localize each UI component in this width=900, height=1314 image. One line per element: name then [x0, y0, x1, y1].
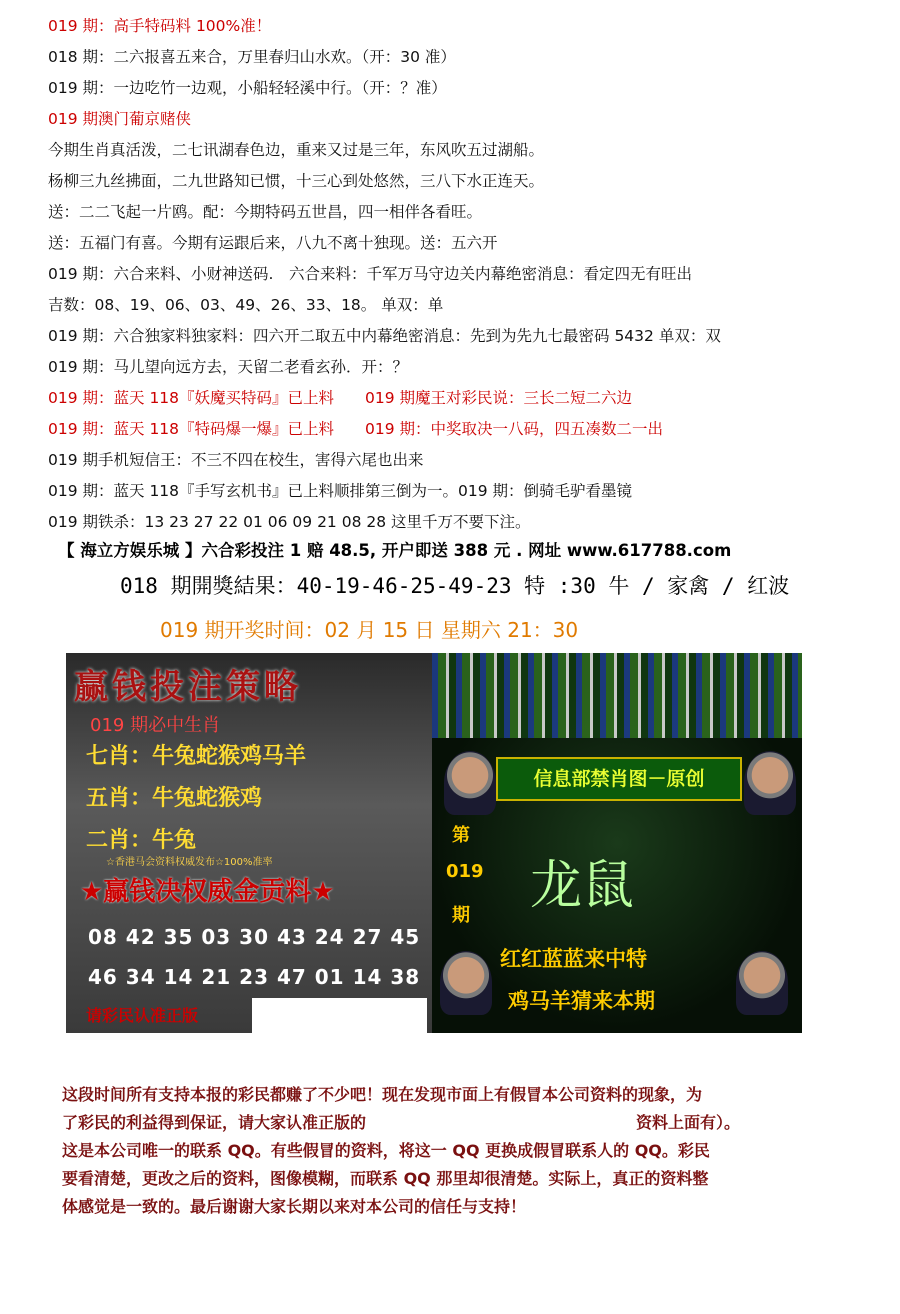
- line-7: 送：二二飞起一片鸥。配：今期特码五世昌，四一相伴各看旺。: [48, 203, 483, 221]
- ordinal-number: 019: [446, 861, 484, 882]
- flower-border: [432, 653, 802, 738]
- line-3: 019 期：一边吃竹一边观，小船轻轻溪中行。（开：？准）: [48, 79, 447, 97]
- zodiac-seven: 七肖：牛兔蛇猴鸡马羊: [86, 744, 307, 769]
- notice-line-2: [62, 1110, 740, 1133]
- line-10: 吉数：08、19、06、03、49、26、33、18。 单双：单: [48, 296, 444, 314]
- notice-line-4: 要看清楚，更改之后的资料，图像模糊，而联系 QQ 那里却很清楚。实际上，真正的资料整: [62, 1169, 709, 1188]
- zodiac-five: 五肖：牛兔蛇猴鸡: [86, 786, 263, 811]
- line-12: 019 期：马儿望向远方去，天留二老看玄孙．开：？: [48, 358, 409, 376]
- line-1: 019 期：高手特码料 100%准！: [48, 17, 272, 35]
- casino-banner: 【 海立方娱乐城 】六合彩投注 1 赔 48.5, 开户即送 388 元 . 网址 www.617788.com: [58, 541, 732, 560]
- line-15: 019 期手机短信王：不三不四在校生，害得六尾也出来: [48, 451, 424, 469]
- right-panel-main: 龙鼠: [530, 856, 635, 916]
- line-4: 019 期澳门葡京赌侠: [48, 110, 192, 128]
- draw-time: 019 期开奖时间：02 月 15 日 星期六 21：30: [160, 618, 579, 642]
- line-2: 018 期：二六报喜五来合，万里春归山水欢。（开：30 准）: [48, 48, 456, 66]
- left-panel-tiny-text: ☆香港马会资料权威发布☆100%准率: [106, 857, 273, 868]
- line-8: 送：五福门有喜。今期有运跟后来，八九不离十独现。送：五六开: [48, 234, 498, 252]
- ordinal-qi: 期: [452, 905, 470, 926]
- line-14: 019 期：蓝天 118『特码爆一爆』已上料 019 期：中奖取决一八码，四五凑数二一出: [48, 420, 664, 438]
- left-panel-subtitle: 019 期必中生肖: [90, 715, 221, 736]
- left-panel-footer: 请彩民认准正版: [86, 1006, 199, 1025]
- line-13: 019 期：蓝天 118『妖魔买特码』已上料 019 期魔王对彩民说：三长二短二六边: [48, 389, 633, 407]
- line-11: 019 期：六合独家料独家料：四六开二取五中内幕绝密消息：先到为先九七最密码 5432 单双：双: [48, 327, 721, 345]
- notice-line-2b: 资料上面有）。: [636, 1113, 741, 1132]
- right-panel-bottom-1: 红红蓝蓝来中特: [500, 947, 647, 971]
- left-panel-header: 赢钱投注策略: [74, 667, 302, 707]
- right-panel-bottom-2: 鸡马羊猜来本期: [508, 989, 655, 1013]
- left-panel-big-text: ★赢钱决权威金贡料★: [80, 877, 335, 907]
- blank-box: [252, 998, 427, 1033]
- line-9: 019 期：六合来料、小财神送码. 六合来料：千军万马守边关内幕绝密消息：看定四无有旺出: [48, 265, 692, 283]
- portrait-bottom-left: [440, 951, 492, 1015]
- notice-line-2a: 了彩民的利益得到保证，请大家认准正版的: [62, 1113, 367, 1132]
- line-5: 今期生肖真活泼，二七讯湖春色边，重来又过是三年，东风吹五过湖船。: [48, 141, 545, 159]
- right-panel-title: 信息部禁肖图－原创: [496, 757, 742, 801]
- numbers-row-1: 08 42 35 03 30 43 24 27 45: [88, 925, 421, 949]
- line-16: 019 期：蓝天 118『手写玄机书』已上料顺排第三倒为一。019 期：倒骑毛驴看墨镜: [48, 482, 633, 500]
- line-6: 杨柳三九丝拂面，二九世路知已惯，十三心到处悠然，三八下水正连天。: [48, 172, 545, 190]
- portrait-top-right: [744, 751, 796, 815]
- portrait-top-left: [444, 751, 496, 815]
- portrait-bottom-right: [736, 951, 788, 1015]
- ordinal-di: 第: [452, 825, 470, 846]
- numbers-row-2: 46 34 14 21 23 47 01 14 38: [88, 965, 421, 989]
- draw-result: 018 期開獎結果：40-19-46-25-49-23 特 :30 牛 / 家禽 / 红波: [120, 574, 790, 598]
- zodiac-two: 二肖：牛兔: [86, 828, 197, 853]
- promo-image: [66, 653, 802, 1033]
- right-panel: [432, 653, 802, 1033]
- left-panel: [66, 653, 432, 1033]
- notice-line-5: 体感觉是一致的。最后谢谢大家长期以来对本公司的信任与支持！: [62, 1197, 527, 1216]
- notice-line-3: 这是本公司唯一的联系 QQ。有些假冒的资料，将这一 QQ 更换成假冒联系人的 QQ。彩民: [62, 1141, 710, 1160]
- notice-line-1: 这段时间所有支持本报的彩民都赚了不少吧！现在发现市面上有假冒本公司资料的现象，为: [62, 1085, 703, 1104]
- line-17: 019 期铁杀：13 23 27 22 01 06 09 21 08 28 这里千万不要下注。: [48, 513, 531, 531]
